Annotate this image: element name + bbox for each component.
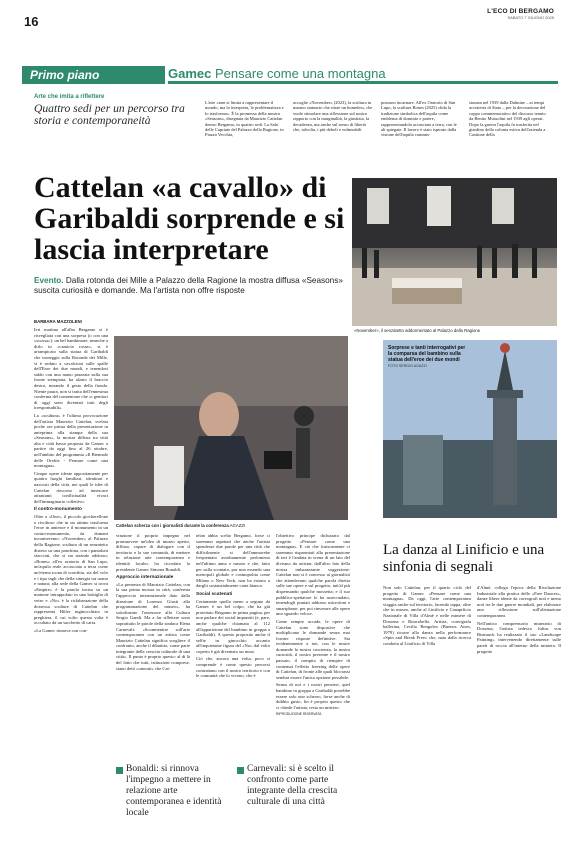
danza-column-1: Non solo Cattelan, per il quarto ciclo del progetto di Gamec «Pensare come una montagna». Da oggi, l'arte contemporanea viaggia anche sul territorio, facendo tappa, oltre che in museo, anche al Linificio e Canapificio Nazionale di Villa d'Almè e nelle miniere di Dossena e Roncobello. Artista, coreografa ballerina, Cecilia Bengolea (Buenos Aires, 1979) ricorre alla danza nella performance «Spin and Break Free» che, nata dalla ricerca condotta al Linificio di Villa bbox=[383, 585, 472, 646]
body-paragraph: telan abbia scelto Bergamo, forse ci saremmo aspettati che anche l'artista spendesse due parole per una città che difficilmente si dell'ammorebe frequentato assiduamente perlomeno nell'ultimo anno e mezzo e che, fatto per sulla scontato, par non essendo una metropoli globale e cosmopolita come Milano o New York, non ha estrato a darglii sostanzialmente carta bianca. bbox=[196, 533, 270, 589]
photo-garibaldi-credit: FOTO SERGIO AGAZZI bbox=[388, 364, 427, 368]
page-number: 16 bbox=[24, 14, 39, 29]
top-column-2: accoglie «November» (2023), la scultura in marmo statuario che ritrae un homeless, che vuole stimolare una riflessione sul nostro rapporto con la marginalità, la giustizia, la decadenza, ma anche sul senso di libertà che, talvolta, i più deboli e vulnerabili bbox=[293, 100, 373, 133]
rights-notice: RIPRODUZIONE RISERVATA bbox=[276, 712, 322, 717]
photo-cattelan-caption-text: Cattelan scherza con i giornalisti durante la conferenza bbox=[116, 523, 229, 528]
body-paragraph: d'Almè, collega l'epoca della Rivoluzione Industriale alla pratica delle «Free Dances», danze libere ideate da coreografi noti e meno noti tra le due guerre mondiali, per elaborare una riflessione sull'alienazione contemporanea. bbox=[477, 585, 561, 618]
body-paragraph: «La Gamec rinnova con con- bbox=[34, 627, 88, 633]
photo-garibaldi-caption bbox=[388, 345, 468, 369]
body-paragraph: Ciò che, ancora una volta, poco si comprende è come questo percorsi contrattano con il nostro territorio e con le comunità che lo vivono, che è bbox=[196, 656, 270, 679]
body-paragraph: vinzione il proprio impegno nel promuovere un'idea di museo aperto, diffuso, capace di dialogare con il territorio e la sue comunità, di mettere in relazione arte contemporanea e identità locale» ha ricordato la presidente Gamec Simona Bonaldi. bbox=[116, 533, 190, 572]
byline: BARBARA MAZZOLENI bbox=[34, 319, 82, 324]
sidebar-kicker: Arte che imita a riflettere bbox=[34, 94, 105, 100]
body-column-2 bbox=[116, 533, 190, 673]
top-column-1: L'arte «non si limita a rappresentare il mondo, ma lo interpreta, lo problematizza e lo trasforma». È la promessa della mostra «Seasons», disegnata da Maurizio Cattelan dentro Bergamo, in quattro sedi. La Sala delle Capriate del Palazzo della Ragione, in Piazza Vecchia, bbox=[205, 100, 284, 138]
danza-title: La danza al Linificio e una sinfonia di segnali bbox=[383, 542, 545, 575]
section-topic-text: Pensare come una montagna bbox=[215, 66, 386, 81]
body-paragraph: Nell'antico comprensorio minerario di Dossena, l'artista tedesco Julius von Bismarck ha realizzato il suo «Landscape Painting» intervenendo direttamente sulle pareti di roccia all'interno della miniera. Il progetto bbox=[477, 620, 561, 654]
photo-cattelan-credit: AGAZZI bbox=[229, 523, 246, 528]
photo-cattelan bbox=[114, 336, 348, 520]
lead bbox=[34, 276, 354, 296]
photo-november bbox=[352, 178, 557, 326]
body-paragraph: Come sempre accade, le opere di Cattelan sono dispostive che moltiplicano le domande senza mai fornire risposte definitive. Sta evidentemente a noi, con le nostre domande la nostra coscienza, la nostra curiosità, il nostro presente e il nostro passato, il compito di riempire di contenuti l'effetto freezing delle opere di Cattelan, di fronte alle quali blocrassi sembra essere l'unica opzione possibile. bbox=[276, 618, 350, 680]
section-topic bbox=[168, 66, 558, 84]
body-paragraph: l'obiettivo principe dichiarato dal progetto «Pensare come una montagna». E ciò che fruiscamente ci saremmo risparmiati alla presentazione di ieri è l'andata in scena di un lato del divismo da artistar, dall'altro lato della nostra imbarazzante soggezione: Cattelan non si è concesso ai giornalisti che attendevano qualche parola diretta sulle sue opere e sul progetto, tutt'al più dispensando qualche mossetta; e il suo pubblico-spettatore lo ha assecondato, tenendogli puntati addosso microfoni e smartphone, per poi rinverare alle opere uno sguardo veloce. bbox=[276, 533, 350, 617]
subheading: Approccio internazionale bbox=[116, 575, 174, 581]
photo-cattelan-caption bbox=[116, 523, 346, 528]
body-paragraph: Ieri mattina all'alba Bergamo si è risvegliata con una sorpresa (o con una «scossa»): un bel bambinone, neanche a dirlo in «camicia rossa», si è arrampicato sulla statua di Garibaldi che troneggia sulla Rotonda dei Mille, si è seduto a cavalcioni sulle spalle dell'Eroe dei due mondi, e tenendosi saldo con una mano piazzata sulla sua fronte stempiata, ha alzato il braccio destro, mirando il gesto della fionda. Niente paura, non si tratta dell'ennesima conferma del tormentone che «i genitori di oggi sono diventati tutti degli irresponsabili». bbox=[34, 327, 108, 411]
issue-date: SABATO 7 GIUGNO 2025 bbox=[507, 15, 554, 20]
headline: Cattelan «a cavallo» di Garibaldi sorprende e si lascia interpretare bbox=[34, 171, 345, 266]
quote-marker-icon bbox=[116, 767, 123, 774]
body-column-1 bbox=[34, 327, 108, 635]
sidebar-title: Quattro sedi per un percorso tra storia e contemporaneità bbox=[34, 102, 185, 127]
body-column-3 bbox=[196, 533, 270, 681]
quote-marker-icon bbox=[237, 767, 244, 774]
body-paragraph: La «scultura» è l'ultima provocazione dell'artista Maurizio Cattelan, svelata poche ore prima della presentazione in anteprima alla stampa della sua «Seasons», la mostra diffusa tra città alta e città bassa proposta da Gamec a partire da oggi fino al 26 ottobre, nell'ambito del programma «Il Biennale delle Orobie - Pensare come una montagna». bbox=[34, 412, 108, 469]
pull-quote-bonaldi bbox=[116, 764, 228, 819]
pull-quote-text: Carnevali: si è scelto il confronto come parte integrante della crescita culturale di una città bbox=[247, 764, 338, 807]
photo-cattelan-scene bbox=[114, 336, 348, 520]
top-column-3: possono incarnare. All'ex Oratorio di San Lupo, la scultura Bones (2025) sfida la tradizione simbolica dell'aquila come emblema di dominio e potere, rappresentandola accasciata a terra, con le ali spiegate. Il lavoro è stato ispirato dalla visione dell'aquila commis- bbox=[381, 100, 457, 138]
photo-november-scene bbox=[352, 178, 557, 326]
section-name: Primo piano bbox=[22, 66, 165, 84]
photo-november-caption: «November», il senzatetto addormentato al Palazzo della Ragione bbox=[354, 328, 481, 333]
section-brand: Gamec bbox=[168, 66, 212, 81]
body-paragraph: Oltre a «One», il piccolo giocherellone o rivoltoso che in un attimo trasforma l'eroe in antieroe e il monumento in un contro-monumento, da domani incontreremo: «November» al Palazzo della Ragione, scultura di un senzatetto disteso su una panchina, con i pantaloni sfacciati, che si sta atrando addosso; «Bones» all'ex oratorio di San Lupo, un'aquila reale accasciata a terra come un'eterna icona di sconfitta, sia del volo e i tipo tagli che della sinergia tra uomo e natura; alla sede della Gamec si trova «Empire» è la parola incisa su un mattone intrappolato in una bottiglia di vetro e «No» è la riclabarazione della dossessa sculture di Cattelan che rappresenta Hitler inginocchiato in preghiera, il cui volto questa volta è occultato da un sacchetto di carta. bbox=[34, 514, 108, 626]
pull-quote-text: Bonaldi: si rinnova l'impegno a mettere in relazione arte contemporanea e identità locale bbox=[126, 764, 222, 818]
body-column-4 bbox=[276, 533, 350, 718]
pull-quote-carnevali bbox=[237, 764, 349, 808]
lead-label: Evento. bbox=[34, 276, 64, 285]
body-paragraph: Senza di noi e i nostri pensieri, quel bambino in groppa a Garibaldi potrebbe essere solo uno scherzo, forse anche di dubbio gusto, fin è proprio questo che ci chiede l'artista, resta un mistero. bbox=[276, 682, 350, 710]
lead-text: Dalla rotonda dei Mille a Palazzo della Ragione la mostra diffusa «Seasons» suscita curiosità e domande. Ma l'artista non offre risposte bbox=[34, 276, 343, 295]
subheading: Il contro-monumento bbox=[34, 507, 82, 513]
masthead-name: L'ECO DI BERGAMO bbox=[487, 8, 554, 15]
photo-garibaldi-caption-text: Sorprese e tanti interrogativi per la comparsa del bambino sulla statua dell'eroe dei due mondi bbox=[388, 345, 466, 363]
subheading: Social scatenati bbox=[196, 591, 233, 597]
body-paragraph: Cinque opere ideate appositamente per quattro luoghi familiari, identitari e nascosti della città, nei quali le idee di Cattelan riescono ad innescare attrattanti conflictualità vivaci dell'immaginario collettivo. bbox=[34, 470, 108, 504]
masthead bbox=[487, 8, 554, 20]
body-paragraph: Certamente quello meno a seguno da Gamec è un bel colpo, che ha già proiettato Bergamo in prima pagina, per non parlare dei social impazziti (e, pare, anche qualche chiamata al 112 all'apparizione del bambino in groppa a Garibaldi). A questo proposito anche il selfie in ginocchio accanto all'inquietante figura del «No» dal volto coperto è già diventato un must. bbox=[196, 598, 270, 654]
danza-column-2 bbox=[477, 585, 561, 656]
top-column-4: sionata nel 1939 dalla Dalmine – ai tempi acciaieria di Stato – per la decorazione del coppo commemorativo del discorso tenuto da Benito Mussolini nel 1939 agli operai. Dopo la guerra l'aquila fu trasferita nel giardino della colonia estiva dell'azienda a Castione della bbox=[469, 100, 546, 138]
body-paragraph: «La presenza di Maurizio Cattelan, con la sua prima mostra in città, conferma l'approccio internazionale dato dalla direzione di Lorenzo Giusti alla programmazione del museo», ha sottolineato l'assessore alla Cultura Sergio Gandi. Ma a far riflettere sono soprattutto le parole della sindaca Elena Carnevali: «Sconmentire sull'arte contemporanea con un artista come Maurizio Cattelan significa scegliere il confronto, anche il dibattito, come parte integrante della crescita culturale di una città». Il punto è proprio questo: al di là del fatto che tutti, istituzioni comprese, siano detti «onorati» che Cat- bbox=[116, 581, 190, 671]
section-bar bbox=[22, 66, 558, 84]
